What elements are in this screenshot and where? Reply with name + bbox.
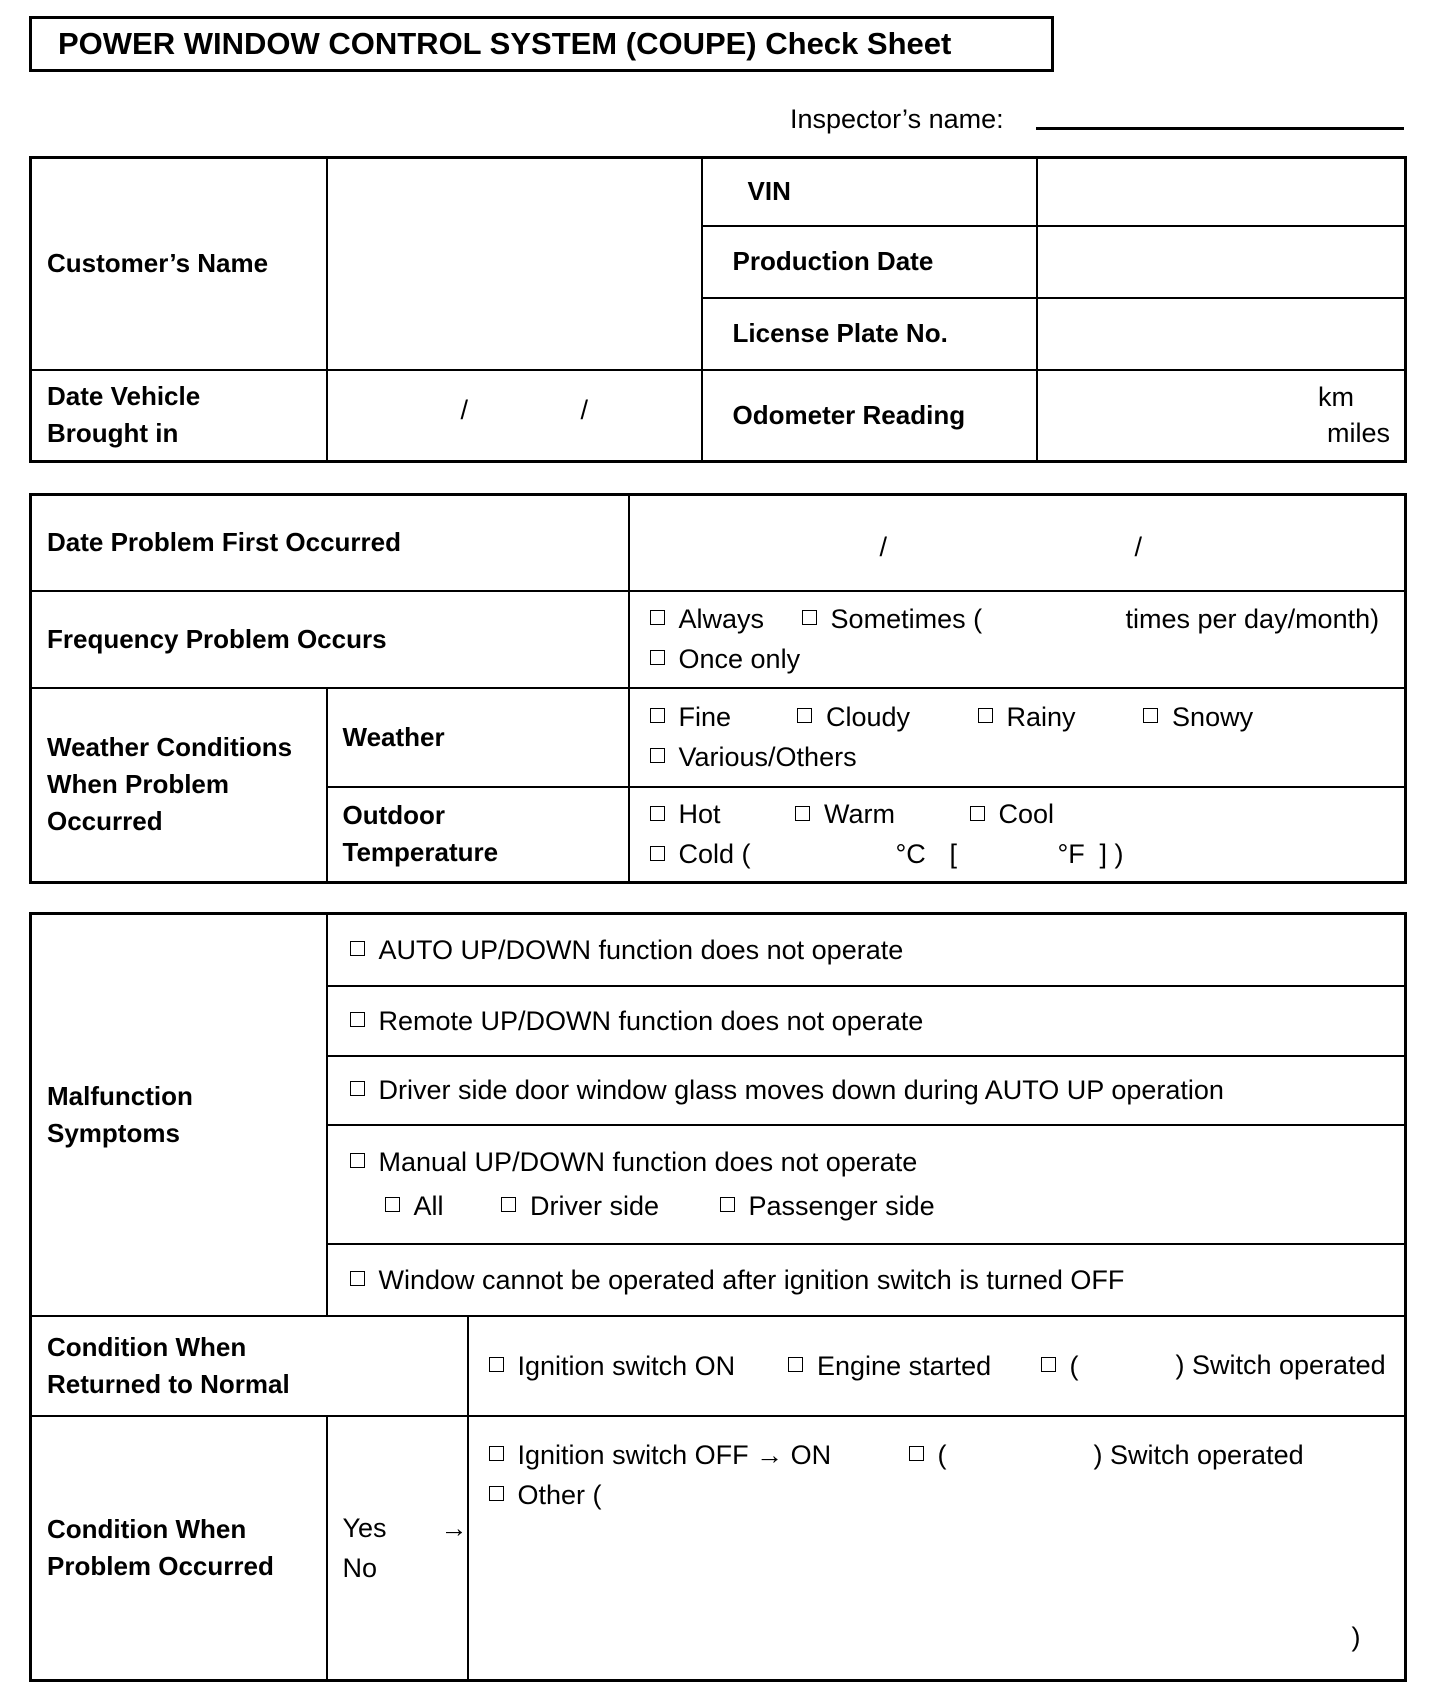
manual-driver-option[interactable]: Driver side [501, 1186, 712, 1226]
checkbox-icon[interactable] [489, 1357, 504, 1372]
inspector-name-label: Inspector’s name: [790, 104, 1004, 134]
odometer-field[interactable] [1037, 370, 1406, 462]
manual-passenger-option[interactable]: Passenger side [720, 1186, 935, 1226]
returned-options [468, 1316, 1406, 1416]
malfunction-line1: Malfunction [47, 1080, 193, 1111]
occurred-options [468, 1416, 1406, 1681]
returned-to-normal-label [31, 1316, 468, 1416]
first-date-separator-2: / [1134, 532, 1143, 562]
checkbox-icon[interactable] [909, 1446, 924, 1461]
symptom-after-ignition-off[interactable]: Window cannot be operated after ignition switch is turned OFF [327, 1244, 1406, 1316]
occ-switch-option[interactable]: ( [909, 1435, 947, 1475]
weather-label: Weather [327, 688, 629, 787]
checkbox-icon[interactable] [795, 806, 810, 821]
yes-no-cell [327, 1416, 468, 1681]
problem-info-table [29, 493, 1407, 884]
checkbox-icon[interactable] [350, 1012, 365, 1027]
customer-name-label: Customer’s Name [31, 158, 327, 370]
outdoor-temp-line2: Temperature [342, 837, 499, 868]
unit-km: km [1318, 381, 1354, 412]
returned-line2: Returned to Normal [47, 1368, 290, 1399]
date-brought-in-line2: Brought in [47, 418, 179, 449]
date-brought-in-label [31, 370, 327, 462]
vin-label [702, 158, 1037, 226]
occ-other-close: ) [1351, 1621, 1361, 1652]
outdoor-temp-label [327, 787, 629, 883]
checkbox-icon[interactable] [650, 708, 665, 723]
weather-cloudy-option[interactable]: Cloudy [797, 697, 970, 737]
checkbox-icon[interactable] [650, 650, 665, 665]
frequency-label: Frequency Problem Occurs [31, 591, 629, 688]
weather-cond-line1: Weather Conditions [47, 732, 293, 763]
production-date-text: Production Date [732, 246, 934, 276]
freq-once-option[interactable]: Once only [650, 639, 801, 679]
checkbox-icon[interactable] [385, 1197, 400, 1212]
bracket-close: ] ) [1099, 839, 1124, 870]
symptom-glass-moves-down[interactable]: Driver side door window glass moves down during AUTO UP operation [327, 1056, 1406, 1125]
weather-rainy-option[interactable]: Rainy [978, 697, 1136, 737]
freq-sometimes-option[interactable]: Sometimes ( [802, 599, 983, 639]
fahrenheit-unit: °F [1057, 839, 1085, 870]
weather-conditions-label [31, 688, 327, 883]
occurred-line2: Problem Occurred [47, 1550, 274, 1581]
vin-field[interactable] [1037, 158, 1406, 226]
checkbox-icon[interactable] [650, 610, 665, 625]
bracket-open: [ [949, 839, 958, 870]
inspector-name-line[interactable] [1036, 127, 1404, 130]
production-date-field[interactable] [1037, 226, 1406, 298]
normal-switch-text: ) Switch operated [1175, 1349, 1386, 1380]
temp-cold-option[interactable]: Cold ( [650, 834, 751, 874]
occ-ignition-option[interactable]: Ignition switch OFF → ON [489, 1435, 832, 1475]
checkbox-icon[interactable] [489, 1446, 504, 1461]
checkbox-icon[interactable] [350, 941, 365, 956]
checkbox-icon[interactable] [350, 1081, 365, 1096]
arrow-icon: → [756, 1439, 784, 1470]
freq-times-text: times per day/month) [1125, 604, 1380, 634]
checkbox-icon[interactable] [1143, 708, 1158, 723]
checkbox-icon[interactable] [1041, 1357, 1056, 1372]
date-brought-in-field[interactable] [327, 370, 702, 462]
license-plate-field[interactable] [1037, 298, 1406, 370]
odometer-label [702, 370, 1037, 462]
returned-line1: Condition When [47, 1331, 247, 1362]
celsius-unit: °C [895, 839, 926, 870]
checkbox-icon[interactable] [489, 1486, 504, 1501]
date-separator-1: / [460, 394, 469, 425]
manual-all-option[interactable]: All [385, 1186, 494, 1226]
weather-snowy-option[interactable]: Snowy [1143, 697, 1253, 737]
vin-text: VIN [747, 176, 791, 207]
malfunction-table [29, 912, 1407, 1682]
weather-cond-line2: When Problem [47, 769, 230, 800]
production-date-label [702, 226, 1037, 298]
temp-cool-option[interactable]: Cool [970, 794, 1055, 834]
date-separator-2: / [580, 394, 589, 425]
temp-warm-option[interactable]: Warm [795, 794, 962, 834]
page-title: POWER WINDOW CONTROL SYSTEM (COUPE) Check Sheet [29, 16, 1054, 72]
vehicle-info-table [29, 156, 1407, 463]
occ-other-option[interactable]: Other ( [489, 1475, 602, 1515]
checkbox-icon[interactable] [650, 806, 665, 821]
frequency-options [629, 591, 1406, 688]
date-first-occurred-field[interactable] [629, 495, 1406, 591]
weather-various-option[interactable]: Various/Others [650, 737, 857, 777]
yes-text: Yes [342, 1512, 387, 1543]
temp-hot-option[interactable]: Hot [650, 794, 788, 834]
date-brought-in-line1: Date Vehicle [47, 381, 201, 412]
problem-occurred-label [31, 1416, 327, 1681]
normal-ignition-option[interactable]: Ignition switch ON [489, 1346, 781, 1386]
normal-switch-option[interactable]: ( [1041, 1346, 1079, 1386]
weather-cond-line3: Occurred [47, 806, 163, 837]
arrow-icon: → [440, 1512, 468, 1543]
date-first-occurred-label: Date Problem First Occurred [31, 495, 629, 591]
no-text: No [342, 1552, 378, 1583]
first-date-separator-1: / [879, 532, 888, 562]
freq-always-option[interactable]: Always [650, 599, 765, 639]
checkbox-icon[interactable] [788, 1357, 803, 1372]
checkbox-icon[interactable] [797, 708, 812, 723]
symptom-auto-updown[interactable]: AUTO UP/DOWN function does not operate [327, 914, 1406, 986]
manual-updown-option[interactable]: Manual UP/DOWN function does not operate [350, 1142, 1405, 1182]
occurred-line1: Condition When [47, 1513, 247, 1544]
checkbox-icon[interactable] [970, 806, 985, 821]
temperature-options [629, 787, 1406, 883]
normal-engine-option[interactable]: Engine started [788, 1346, 1033, 1386]
license-plate-label [702, 298, 1037, 370]
symptom-remote-updown[interactable]: Remote UP/DOWN function does not operate [327, 986, 1406, 1056]
checkbox-icon[interactable] [650, 846, 665, 861]
customer-name-field[interactable] [327, 158, 702, 370]
checkbox-icon[interactable] [720, 1197, 735, 1212]
weather-fine-option[interactable]: Fine [650, 697, 790, 737]
checkbox-icon[interactable] [501, 1197, 516, 1212]
checkbox-icon[interactable] [802, 610, 817, 625]
weather-options [629, 688, 1406, 787]
outdoor-temp-line1: Outdoor [342, 800, 446, 831]
checkbox-icon[interactable] [650, 748, 665, 763]
unit-miles: miles [1326, 417, 1390, 448]
odometer-text: Odometer Reading [732, 399, 966, 430]
checkbox-icon[interactable] [350, 1271, 365, 1286]
checkbox-icon[interactable] [978, 708, 993, 723]
malfunction-line2: Symptoms [47, 1117, 180, 1148]
symptom-manual-updown [327, 1125, 1406, 1244]
license-plate-text: License Plate No. [732, 318, 948, 348]
occ-switch-text: ) Switch operated [1093, 1439, 1304, 1470]
checkbox-icon[interactable] [350, 1153, 365, 1168]
malfunction-symptoms-label [31, 914, 327, 1316]
